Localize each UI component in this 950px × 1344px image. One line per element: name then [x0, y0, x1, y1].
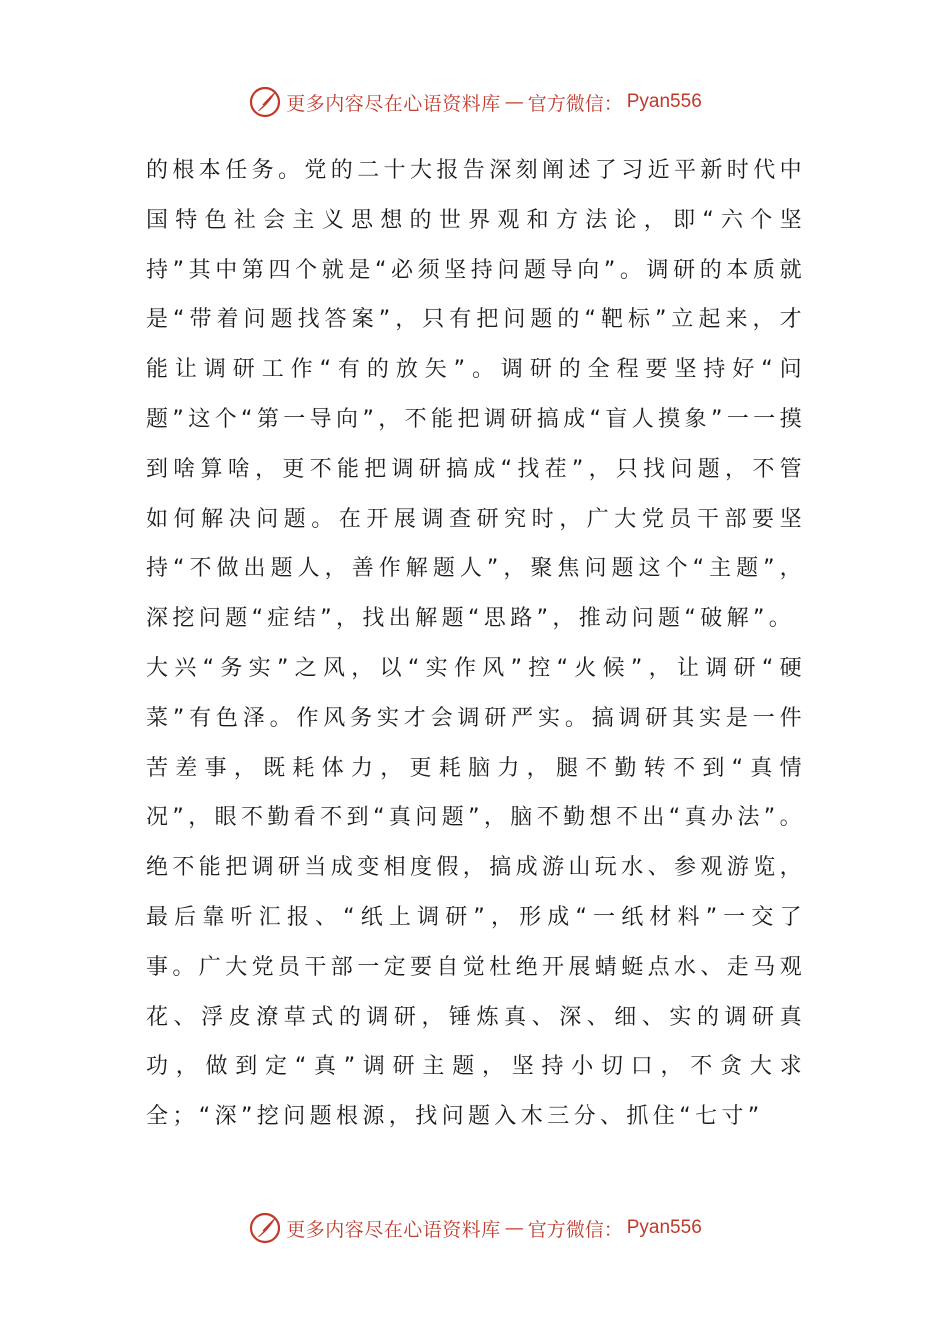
watermark-official-label: 官方微信：	[527, 92, 623, 115]
watermark-separator: —	[504, 1217, 524, 1239]
watermark-brand-text: 更多内容尽在心语资料库	[286, 1218, 501, 1241]
watermark-official-label: 官方微信：	[527, 1218, 623, 1241]
watermark-wechat-id: Pyan556	[626, 1217, 702, 1238]
watermark-separator: —	[504, 91, 524, 113]
watermark-wechat-id: Pyan556	[626, 91, 702, 112]
paragraph-1: 的根本任务。党的二十大报告深刻阐述了习近平新时代中国特色社会主义思想的世界观和方法论，即“六个坚持”其中第四个就是“必须坚持问题导向”。调研的本质就是“带着问题找答案”，只有把问题的“靶标”立起来，才能让调研工作“有的放矢”。调研的全程要坚持好“问题”这个“第一导向”，不能把调研搞成“盲人摸象”一一摸到啥算啥，更不能把调研搞成“找茬”，只找问题，不管如何解决问题。在开展调查研究时，广大党员干部要坚持“不做出题人，善作解题人”，聚焦问题这个“主题”，深挖问题“症结”，找出解题“思路”，推动问题“破解”。	[146, 158, 807, 632]
paragraph-2: 大兴“务实”之风，以“实作风”控“火候”，让调研“硬菜”有色泽。作风务实才会调研严实。搞调研其实是一件苦差事，既耗体力，更耗脑力，腿不勤转不到“真情况”，眼不勤看不到“真问题”，脑不勤想不出“真办法”。绝不能把调研当成变相度假，搞成游山玩水、参观游览，最后靠听汇报、“纸上调研”，形成“一纸材料”一交了事。广大党员干部一定要自觉杜绝开展蜻蜓点水、走马观花、浮皮潦草式的调研，锤炼真、深、细、实的调研真功，做到定“真”调研主题，坚持小切口，不贪大求全；“深”挖问题根源，找问题入木三分、抓住“七寸”	[146, 655, 807, 1130]
header-watermark	[0, 84, 950, 120]
feather-pen-logo-icon	[248, 1211, 282, 1245]
feather-pen-logo-icon	[248, 85, 282, 119]
footer-watermark	[0, 1210, 950, 1246]
document-body	[146, 146, 806, 1142]
watermark-brand-text: 更多内容尽在心语资料库	[286, 92, 501, 115]
